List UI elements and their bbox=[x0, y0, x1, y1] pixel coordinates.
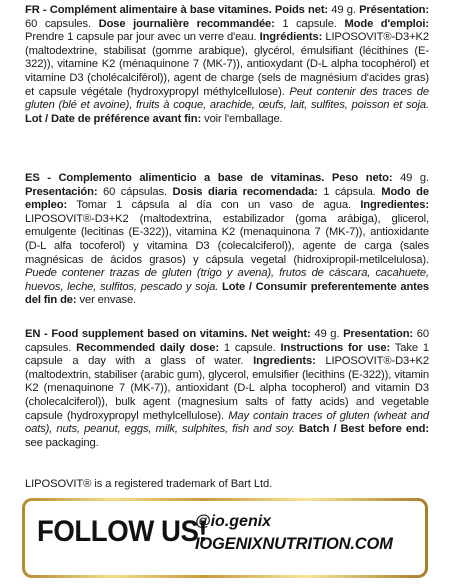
en-usage-value: Take 1 capsule a day with a glass of water. bbox=[25, 341, 429, 368]
es-dose-value: 1 cápsula. bbox=[323, 185, 376, 198]
es-usage-value: Tomar 1 cápsula al día con un vaso de agua. bbox=[76, 199, 351, 212]
fr-net-weight-label: Poids net: bbox=[274, 4, 329, 16]
fr-usage-value: Prendre 1 capsule par jour avec un verre d'eau. bbox=[25, 31, 257, 44]
fr-allergens: Peut contenir des traces de gluten (blé et avoine), fruits à coque, arachide, œufs, lait, sulfites, poisson et soja. bbox=[25, 85, 429, 112]
en-presentation-value: 60 capsules. bbox=[25, 328, 429, 354]
es-batch-label: Lote / Consumir preferentemente antes del fin de: bbox=[25, 280, 429, 307]
follow-us-banner-inner bbox=[25, 501, 425, 575]
fr-ingredients-value: LIPOSOVIT®-D3+K2 (maltodextrine, stabilisat (gomme arabique), glycérol, émulsifiant (lécithines (E-322)), vitamine K2 (ménaquinone 7 (MK-7)), antioxydant (D-L alpha tocophérol) et vitamine D3 (cholécalciférol)), agent de charge (sels de magnésium d'acides gras) et capsule végétale (hydroxypropyl méthylcellulose). bbox=[25, 31, 429, 98]
en-language-title: EN - Food supplement based on vitamins. bbox=[25, 328, 248, 340]
es-dose-label: Dosis diaria recomendada: bbox=[172, 185, 318, 198]
es-ingredients-value: LIPOSOVIT®-D3+K2 (maltodextrina, estabilizador (goma arábiga), glicerol, emulgente (lecitinas (E-322)), vitamina K2 (menaquinona 7 (MK-7)), antioxidante (D-L alfa tocoferol) y vitamina D3 (colecalciferol)), agente de carga (sales magnésicas de ácidos grasos) y cápsula vegetal (hidroxipropil-metilcelulosa). bbox=[25, 212, 429, 266]
en-allergens: May contain traces of gluten (wheat and oats), nuts, peanut, eggs, milk, sulphites, fish and soy. bbox=[25, 409, 429, 436]
es-usage-label: Modo de empleo: bbox=[25, 185, 429, 212]
fr-net-weight-value: 49 g. bbox=[331, 4, 356, 16]
en-batch-value: see packaging. bbox=[25, 436, 99, 449]
fr-batch-value: voir l'emballage. bbox=[204, 112, 283, 125]
fr-dose-value: 1 capsule. bbox=[282, 17, 337, 30]
trademark-notice: LIPOSOVIT® is a registered trademark of Bart Ltd. bbox=[25, 478, 273, 490]
spanish-section bbox=[25, 172, 429, 308]
fr-language-title: FR - Complément alimentaire à base vitamines. bbox=[25, 4, 272, 16]
french-section bbox=[25, 4, 429, 126]
en-batch-label: Batch / Best before end: bbox=[298, 423, 429, 436]
en-net-weight-value: 49 g. bbox=[314, 328, 340, 340]
website-link[interactable]: IOGENIXNUTRITION.COM bbox=[195, 535, 393, 553]
es-net-weight-label: Peso neto: bbox=[331, 172, 393, 184]
follow-us-banner bbox=[22, 498, 428, 578]
en-dose-value: 1 capsule. bbox=[223, 341, 276, 354]
es-presentation-value: 60 cápsulas. bbox=[103, 185, 167, 198]
fr-dose-label: Dose journalière recommandée: bbox=[98, 17, 275, 30]
es-batch-value: ver envase. bbox=[79, 294, 137, 307]
social-handle[interactable]: @io.genix bbox=[195, 513, 272, 530]
es-ingredients-label: Ingredientes: bbox=[360, 199, 429, 212]
fr-batch-label: Lot / Date de préférence avant fin: bbox=[25, 112, 202, 125]
fr-usage-label: Mode d'emploi: bbox=[344, 17, 429, 30]
es-presentation-label: Presentación: bbox=[25, 185, 98, 198]
fr-presentation-label: Présentation: bbox=[359, 4, 429, 16]
en-ingredients-label: Ingredients: bbox=[253, 355, 316, 368]
follow-us-title: FOLLOW US! bbox=[37, 515, 208, 548]
es-language-title: ES - Complemento alimenticio a base de vitaminas. bbox=[25, 172, 325, 184]
en-presentation-label: Presentation: bbox=[343, 328, 414, 340]
es-net-weight-value: 49 g. bbox=[400, 172, 429, 184]
en-net-weight-label: Net weight: bbox=[250, 328, 311, 340]
fr-presentation-value: 60 capsules. bbox=[25, 17, 91, 30]
en-usage-label: Instructions for use: bbox=[280, 341, 391, 354]
es-allergens: Puede contener trazas de gluten (trigo y avena), frutos de cáscara, cacahuete, huevos, leche, sulfitos, pescado y soja. bbox=[25, 267, 429, 293]
en-ingredients-value: LIPOSOVIT®-D3+K2 (maltodextrin, stabiliser (arabic gum), glycerol, emulsifier (lecithins (E-322)), vitamin K2 (menaquinone 7 (MK-7)), antioxidant (D-L alpha tocopherol) and vitamin D3 (cholecalciferol)), bulk agent (magnesium salts of fatty acids) and vegetable capsule (hydroxypropyl methylcellulose). bbox=[25, 355, 429, 422]
fr-ingredients-label: Ingrédients: bbox=[259, 31, 323, 44]
english-section bbox=[25, 328, 429, 450]
en-dose-label: Recommended daily dose: bbox=[76, 341, 219, 354]
